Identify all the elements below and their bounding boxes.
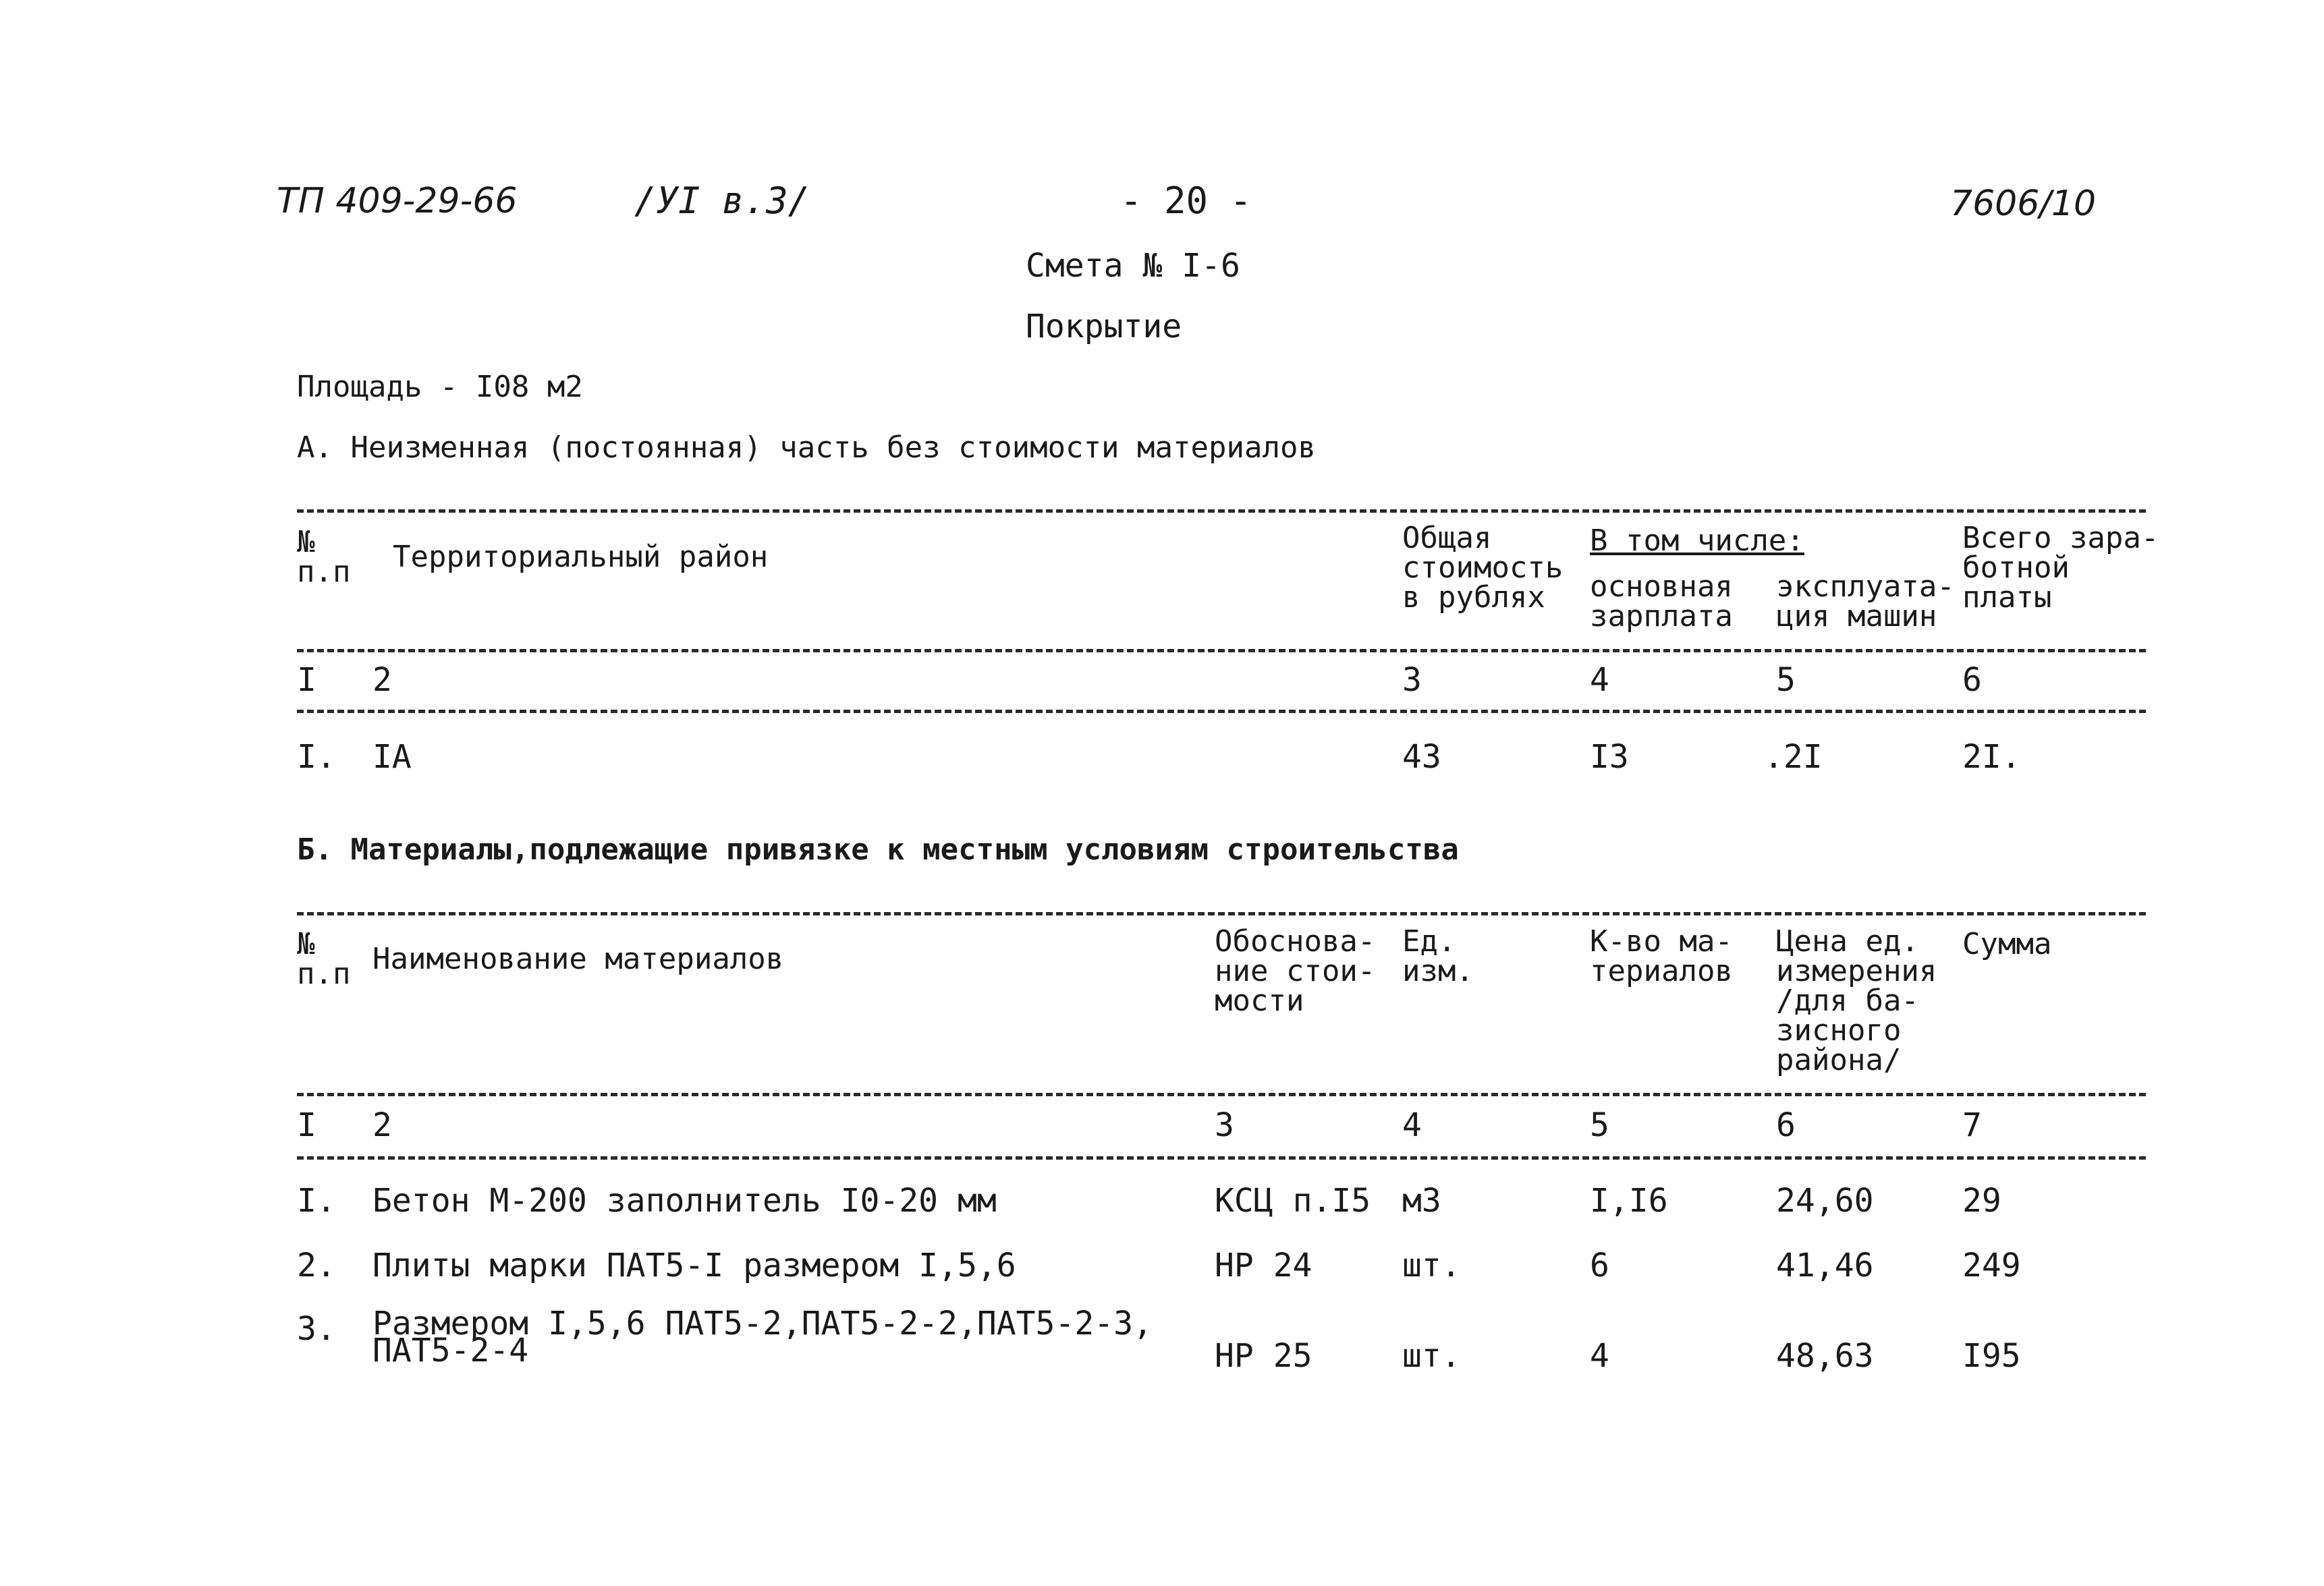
row-num: 3. — [297, 1310, 336, 1348]
section-a-colnum-4: 4 — [1590, 661, 1609, 699]
section-a-col-num: № п.п — [297, 525, 351, 589]
doc-code: ТП 409-29-66 — [277, 181, 518, 221]
section-b-heading: Б. Материалы,подлежащие привязке к местным условиям строительства — [297, 832, 1459, 867]
section-b-colnum-4: 4 — [1402, 1106, 1422, 1144]
section-a-col-district: Территориальный район — [393, 540, 769, 574]
row-unit: шт. — [1402, 1247, 1461, 1284]
row-name: Плиты марки ПАТ5-I размером I,5,6 — [372, 1247, 1016, 1284]
row-basis: НР 25 — [1215, 1337, 1312, 1375]
section-a-rule-top — [297, 509, 2146, 513]
section-a-colnum-6: 6 — [1962, 661, 1982, 699]
section-b-colnum-7: 7 — [1962, 1106, 1982, 1144]
section-b-rule-header — [297, 1093, 2146, 1096]
section-b-rule-numbers — [297, 1156, 2146, 1160]
section-a-colnum-5: 5 — [1776, 661, 1796, 699]
section-a-colnum-2: 2 — [372, 661, 392, 699]
section-b-col-name: Наименование материалов — [372, 942, 784, 976]
row-basis: НР 24 — [1215, 1247, 1312, 1284]
section-b-col-price: Цена ед. измерения /для ба- зисного района/ — [1776, 924, 1937, 1077]
row-wage: I3 — [1590, 738, 1629, 776]
estimate-title: Смета № I-6 — [1026, 247, 1240, 285]
section-a-colnum-3: 3 — [1402, 661, 1422, 699]
section-b-colnum-1: I — [297, 1106, 316, 1144]
section-b-col-unit: Ед. изм. — [1402, 924, 1474, 988]
section-a-rule-numbers — [297, 710, 2146, 713]
section-a-rule-header — [297, 649, 2146, 652]
row-unit: м3 — [1402, 1182, 1441, 1220]
estimate-subject: Покрытие — [1026, 308, 1182, 345]
volume-label: /УI в.3/ — [634, 179, 810, 222]
section-b-colnum-5: 5 — [1590, 1106, 1609, 1144]
section-b-colnum-2: 2 — [372, 1106, 392, 1144]
row-price: 48,63 — [1776, 1337, 1874, 1375]
section-b-col-qty: К-во ма- териалов — [1590, 924, 1733, 988]
section-a-col-total-wage: Всего зара- ботной платы — [1962, 521, 2159, 615]
section-b-rule-top — [297, 912, 2146, 915]
section-b-colnum-6: 6 — [1776, 1106, 1796, 1144]
section-a-col-wage: основная зарплата — [1590, 569, 1733, 633]
section-b-colnum-3: 3 — [1215, 1106, 1234, 1144]
row-qty: 6 — [1590, 1247, 1609, 1284]
section-b-col-basis: Обоснова- ние стои- мости — [1215, 924, 1376, 1018]
section-b-col-num: № п.п — [297, 927, 351, 991]
row-unit: шт. — [1402, 1337, 1461, 1375]
row-sum: 249 — [1962, 1247, 2021, 1284]
section-a-col-including: В том числе: — [1590, 523, 1804, 558]
row-name: Размером I,5,6 ПАТ5-2,ПАТ5-2-2,ПАТ5-2-3, ПАТ5-2-4 — [372, 1305, 1153, 1369]
row-num: I. — [297, 738, 336, 776]
row-num: I. — [297, 1182, 336, 1220]
section-a-colnum-1: I — [297, 661, 316, 699]
row-district: IA — [372, 738, 412, 776]
section-b-col-sum: Сумма — [1962, 927, 2052, 961]
row-num: 2. — [297, 1247, 336, 1284]
row-total: 43 — [1402, 738, 1441, 776]
row-basis: КСЦ п.I5 — [1215, 1182, 1371, 1220]
row-price: 24,60 — [1776, 1182, 1874, 1220]
section-a-heading: А. Неизменная (постоянная) часть без стоимости материалов — [297, 430, 1316, 465]
row-qty: I,I6 — [1590, 1182, 1668, 1220]
section-a-col-machines: эксплуата- ция машин — [1776, 569, 1955, 633]
row-total-wage: 2I. — [1962, 738, 2021, 776]
sheet-code: 7606/10 — [1950, 183, 2097, 224]
page-number: - 20 - — [1120, 179, 1252, 222]
area-line: Площадь - I08 м2 — [297, 370, 583, 404]
row-sum: 29 — [1962, 1182, 2001, 1220]
row-qty: 4 — [1590, 1337, 1609, 1375]
section-a-col-total: Общая стоимость в рублях — [1402, 521, 1564, 615]
row-name: Бетон М-200 заполнитель I0-20 мм — [372, 1182, 997, 1220]
row-sum: I95 — [1962, 1337, 2021, 1375]
row-machines: .2I — [1764, 738, 1823, 776]
row-price: 41,46 — [1776, 1247, 1874, 1284]
